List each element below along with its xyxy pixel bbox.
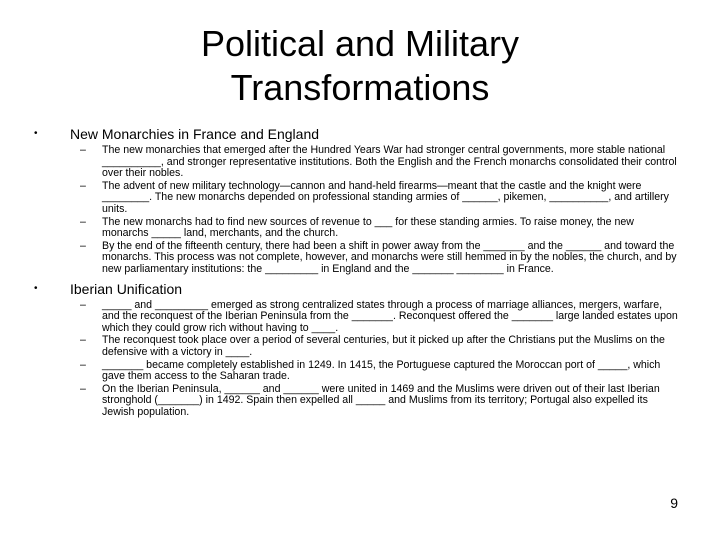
dash-icon: – <box>80 298 86 311</box>
list-item <box>80 382 680 419</box>
list-item-text: The reconquest took place over a period of several centuries, but it picked up after the Christians put the Muslims on the defensive with a victory in ____. <box>102 334 665 358</box>
dash-icon: – <box>80 215 86 228</box>
page-number: 9 <box>670 495 678 511</box>
list-item-text: The new monarchies that emerged after the Hundred Years War had stronger central governments, more stable national __________, and stronger representative institutions. Both the English and the French monarchs consolidated their control over their nobles. <box>102 144 677 180</box>
dash-icon: – <box>80 358 86 371</box>
dash-icon: – <box>80 239 86 252</box>
list-item-text: On the Iberian Peninsula, ______ and ______ were united in 1469 and the Muslims were driven out of their last Iberian stronghold (_______) in 1492. Spain then expelled all _____ and Muslims from its territory; Portugal also expelled its Jewish population. <box>102 382 660 418</box>
list-item-text: By the end of the fifteenth century, there had been a shift in power away from the _______ and the ______ and toward the monarchs. This process was not complete, however, and monarchs were still hemmed in by the nobles, the church, and by new parliamentary institutions: the _________ in England and the _______ ________ in France. <box>102 239 677 275</box>
section-new-monarchies <box>0 125 720 276</box>
list-item <box>80 334 680 358</box>
slide-title-line-2: Transformations <box>230 67 490 108</box>
list-item <box>80 179 680 216</box>
list-item <box>80 144 680 180</box>
section-iberian-unification <box>0 280 720 419</box>
dash-icon: – <box>80 382 86 395</box>
dash-icon: – <box>80 179 86 192</box>
slide-title <box>0 22 720 110</box>
list-item <box>80 298 680 335</box>
list-item-text: The new monarchs had to find new sources of revenue to ___ for these standing armies. To raise money, the new monarchs _____ land, merchants, and the church. <box>102 215 634 240</box>
slide-content <box>0 125 720 419</box>
section-heading: New Monarchies in France and England <box>70 126 320 142</box>
list-item <box>80 215 680 240</box>
list-item-text: _____ and _________ emerged as strong centralized states through a process of marriage alliances, mergers, warfare, and the reconquest of the Iberian Peninsula from the _______. Reconquest offered the _______ large landed estates upon which they could grow rich without having to ____. <box>102 298 678 334</box>
section-heading: Iberian Unification <box>70 280 183 297</box>
bullet-icon: • <box>34 282 38 294</box>
slide-title-line-1: Political and Military <box>200 23 520 64</box>
dash-icon: – <box>80 334 86 347</box>
list-item <box>80 358 680 383</box>
list-item-text: _______ became completely established in 1249. In 1415, the Portuguese captured the Moroccan port of _____, which gave them access to the Saharan trade. <box>102 358 661 383</box>
dash-icon: – <box>80 144 86 156</box>
list-item-text: The advent of new military technology—cannon and hand-held firearms—meant that the castle and the knight were ________. The new monarchs depended on professional standing armies of ______, pikemen, __________, and artillery units. <box>102 179 669 215</box>
sub-list <box>0 300 720 419</box>
list-item <box>80 239 680 276</box>
bullet-icon: • <box>34 128 38 139</box>
sub-list <box>0 145 720 276</box>
